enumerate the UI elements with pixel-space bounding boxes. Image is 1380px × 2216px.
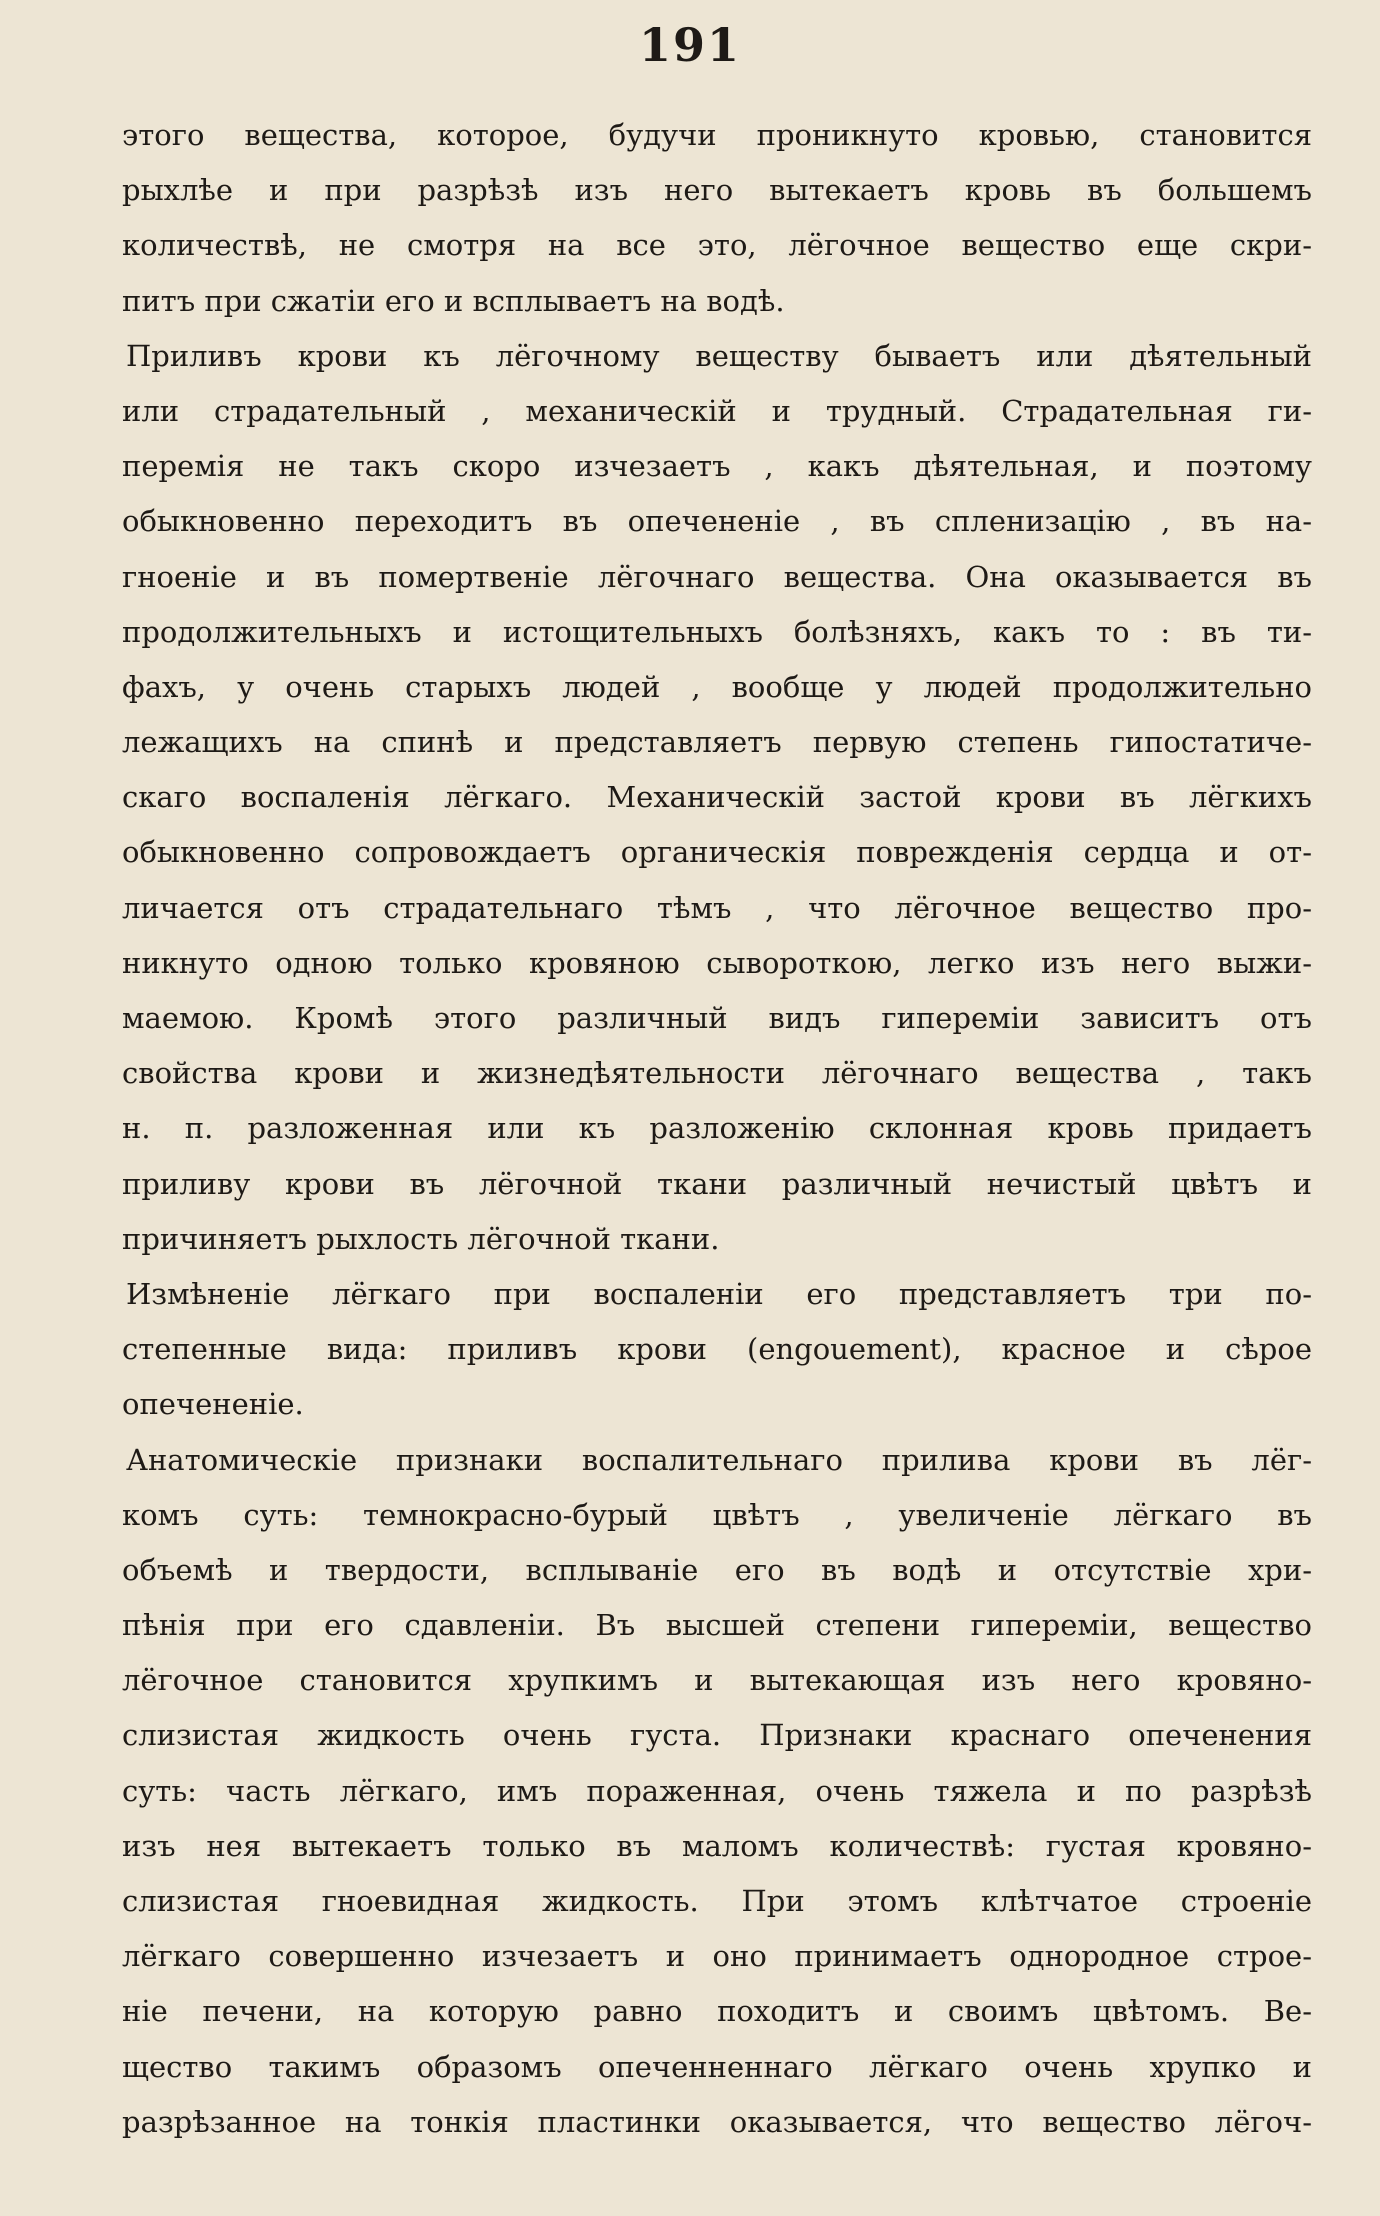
text-line: никнуто одною только кровяною сывороткою, легко изъ него выжи- [122,945,1312,980]
text-line: суть: часть лёгкаго, имъ пораженная, очень тяжела и по разрѣзѣ [122,1773,1312,1808]
text-line: лёгкаго совершенно изчезаетъ и оно принимаетъ однородное строе- [122,1939,1312,1974]
text-line: опечененіе. [122,1387,304,1422]
text-line: щество такимъ образомъ опеченненнаго лёгкаго очень хрупко и [122,2049,1312,2084]
text-line: объемѣ и твердости, всплываніе его въ водѣ и отсутствіе хри- [122,1552,1312,1587]
text-line: обыкновенно переходитъ въ опечененіе , въ спленизацію , въ на- [122,504,1312,539]
text-line: гноеніе и въ помертвеніе лёгочнаго вещества. Она оказывается въ [122,559,1312,594]
text-line: ніе печени, на которую равно походитъ и своимъ цвѣтомъ. Ве- [122,1994,1312,2029]
text-line: лёгочное становится хрупкимъ и вытекающая изъ него кровяно- [122,1663,1312,1698]
text-line: Приливъ крови къ лёгочному веществу бываетъ или дѣятельный [126,338,1312,373]
text-line: степенные вида: приливъ крови (engouement), красное и сѣрое [122,1332,1312,1367]
text-line: личается отъ страдательнаго тѣмъ , что лёгочное вещество про- [122,890,1312,925]
text-line: слизистая жидкость очень густа. Признаки краснаго опеченения [122,1718,1312,1753]
text-line: приливу крови въ лёгочной ткани различный нечистый цвѣтъ и [122,1166,1312,1201]
text-line: свойства крови и жизнедѣятельности лёгочнаго вещества , такъ [122,1056,1312,1091]
text-line: скаго воспаленія лёгкаго. Механическій застой крови въ лёгкихъ [122,780,1312,815]
text-line: разрѣзанное на тонкія пластинки оказывается, что вещество лёгоч- [122,2104,1312,2139]
text-line: количествѣ, не смотря на все это, лёгочное вещество еще скри- [122,228,1312,263]
text-line: маемою. Кромѣ этого различный видъ гипереміи зависитъ отъ [122,1001,1312,1035]
text-line: пѣнія при его сдавленіи. Въ высшей степени гипереміи, вещество [122,1608,1312,1643]
text-line: этого вещества, которое, будучи проникнуто кровью, становится [122,118,1312,152]
text-line: изъ нея вытекаетъ только въ маломъ количествѣ: густая кровяно- [122,1828,1312,1863]
text-line: Измѣненіе лёгкаго при воспаленіи его представляетъ три по- [126,1276,1312,1311]
text-line: обыкновенно сопровождаетъ органическія поврежденія сердца и от- [122,835,1312,870]
text-line: комъ суть: темнокрасно-бурый цвѣтъ , увеличеніе лёгкаго въ [122,1497,1312,1532]
body-text [122,108,1312,2150]
text-line: питъ при сжатіи его и всплываетъ на водѣ. [122,283,785,318]
text-line: лежащихъ на спинѣ и представляетъ первую степень гипостатиче- [122,725,1312,760]
text-line: причиняетъ рыхлость лёгочной ткани. [122,1221,720,1256]
text-line: продолжительныхъ и истощительныхъ болѣзняхъ, какъ то : въ ти- [122,614,1312,649]
text-line: рыхлѣе и при разрѣзѣ изъ него вытекаетъ кровь въ большемъ [122,173,1312,208]
text-line: н. п. разложенная или къ разложенію склонная кровь придаетъ [122,1111,1312,1146]
text-line: слизистая гноевидная жидкость. При этомъ клѣтчатое строеніе [122,1884,1312,1918]
text-line: фахъ, у очень старыхъ людей , вообще у людей продолжительно [122,669,1312,704]
text-line: или страдательный , механическій и трудный. Страдательная ги- [122,393,1312,428]
text-line: Анатомическіе признаки воспалительнаго прилива крови въ лёг- [126,1442,1312,1477]
page-number: 191 [638,18,742,72]
text-line: перемія не такъ скоро изчезаетъ , какъ дѣятельная, и поэтому [122,449,1312,484]
